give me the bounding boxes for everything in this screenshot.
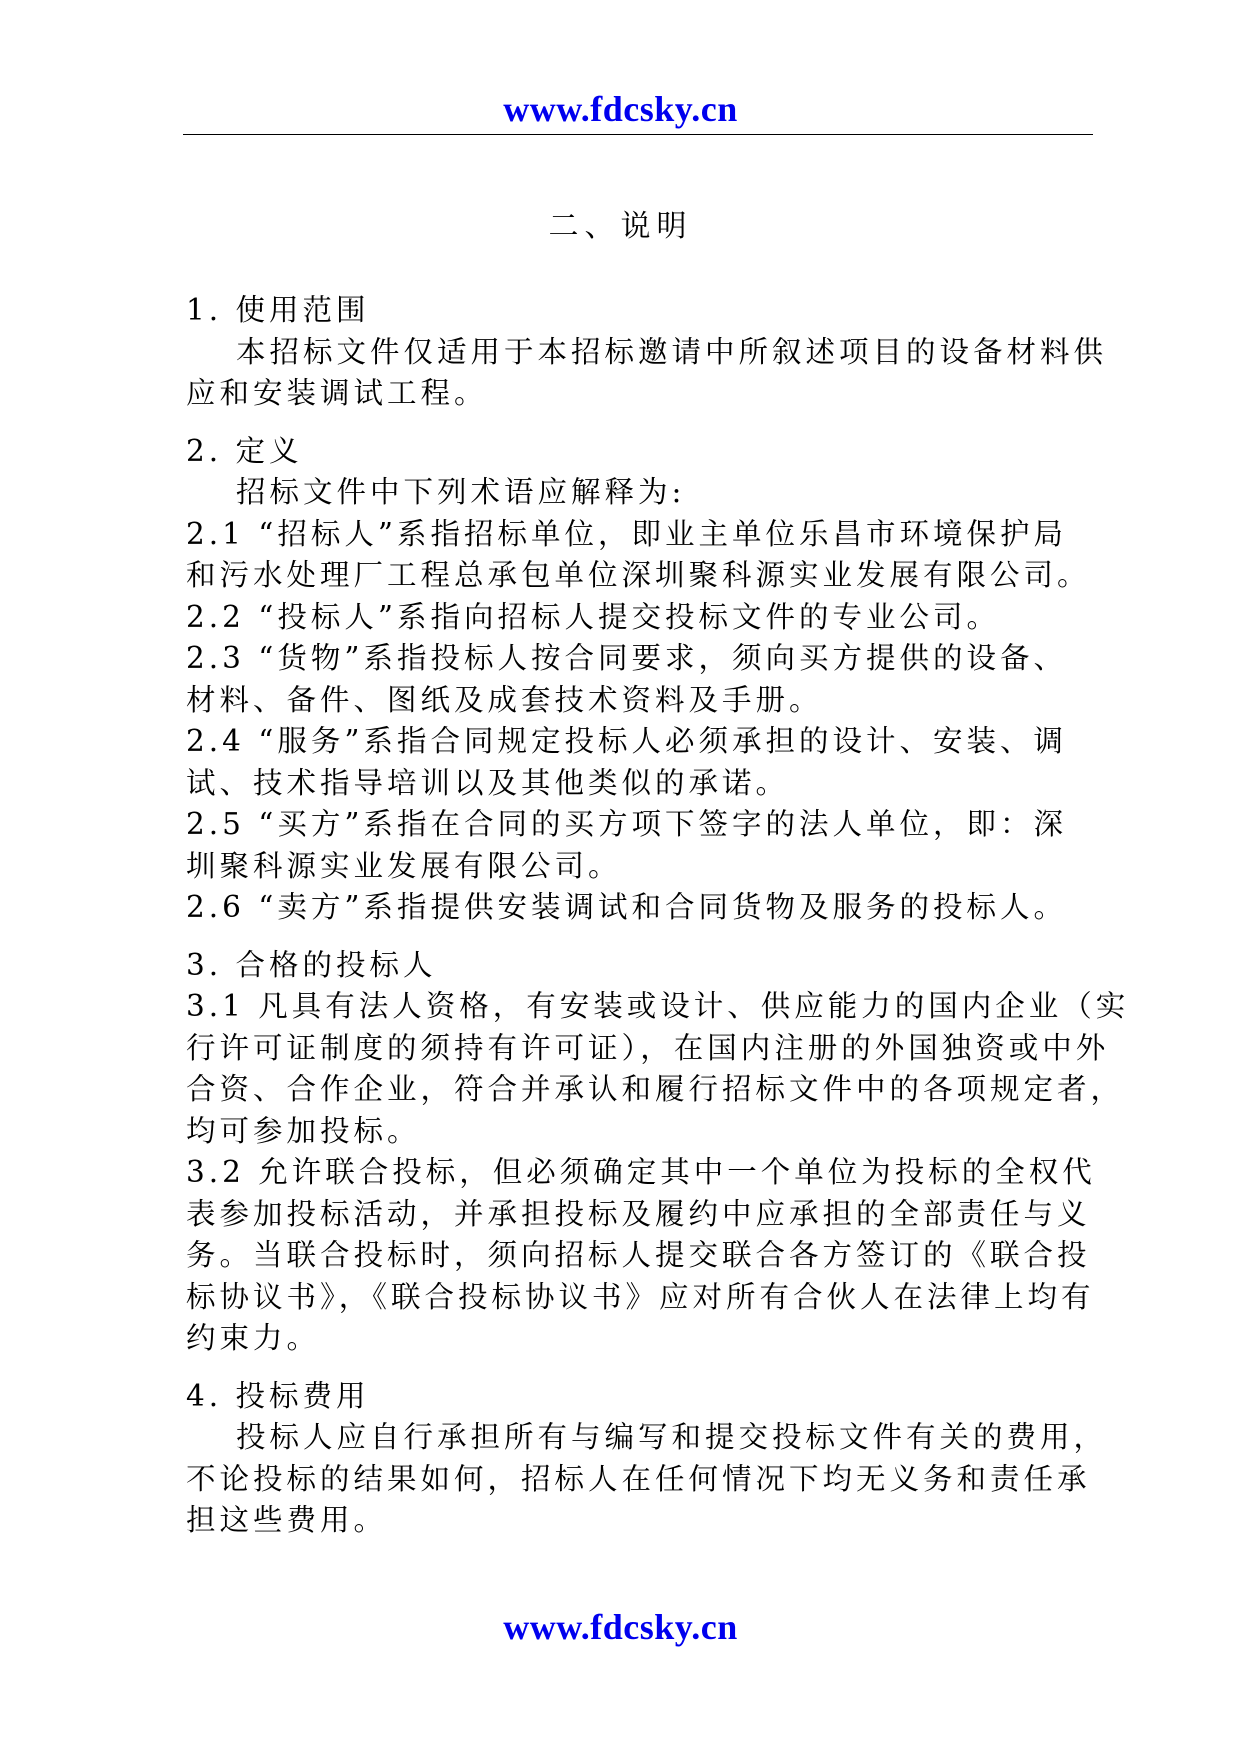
paragraph-line: 2.6 “卖方”系指提供安装调试和合同货物及服务的投标人。 <box>186 890 1067 924</box>
paragraph-line: 不论投标的结果如何，招标人在任何情况下均无义务和责任承 <box>186 1461 1091 1496</box>
paragraph-line: 圳聚科源实业发展有限公司。 <box>186 848 622 883</box>
paragraph-line: 招标文件中下列术语应解释为: <box>236 475 686 509</box>
paragraph-line: 标协议书》，《联合投标协议书》应对所有合伙人在法律上均有 <box>186 1279 1095 1314</box>
paragraph-line: 均可参加投标。 <box>186 1113 421 1148</box>
paragraph-line: 材料、备件、图纸及成套技术资料及手册。 <box>186 682 823 717</box>
header-website-url: www.fdcsky.cn <box>503 89 738 129</box>
paragraph-line: 本招标文件仅适用于本招标邀请中所叙述项目的设备材料供 <box>236 334 1108 369</box>
paragraph-line: 务。当联合投标时，须向招标人提交联合各方签订的《联合投 <box>186 1238 1091 1272</box>
document-body <box>186 290 1130 1542</box>
paragraph-line: 2.3 “货物”系指投标人按合同要求，须向买方提供的设备、 <box>186 641 1067 675</box>
paragraph-line: 约束力。 <box>186 1321 321 1355</box>
paragraph-line: 应和安装调试工程。 <box>186 376 488 410</box>
heading-qualified-bidders: 3. 合格的投标人 <box>186 947 437 982</box>
heading-usage-scope: 1. 使用范围 <box>186 293 370 327</box>
paragraph-line: 合资、合作企业，符合并承认和履行招标文件中的各项规定者， <box>186 1072 1125 1106</box>
heading-bidding-costs: 4. 投标费用 <box>186 1378 370 1413</box>
paragraph-line: 投标人应自行承担所有与编写和提交投标文件有关的费用， <box>236 1420 1108 1454</box>
header-divider <box>183 134 1093 135</box>
paragraph-line: 3.2 允许联合投标，但必须确定其中一个单位为投标的全权代 <box>186 1155 1096 1189</box>
paragraph-line: 和污水处理厂工程总承包单位深圳聚科源实业发展有限公司。 <box>186 558 1091 592</box>
paragraph-line: 试、技术指导培训以及其他类似的承诺。 <box>186 765 790 800</box>
footer-website-url: www.fdcsky.cn <box>503 1607 738 1647</box>
section-title: 二、说明 <box>548 209 693 244</box>
paragraph-line: 行许可证制度的须持有许可证），在国内注册的外国独资或中外 <box>186 1030 1110 1065</box>
paragraph-line: 2.5 “买方”系指在合同的买方项下签字的法人单位，即：深 <box>186 807 1067 841</box>
paragraph-line: 2.4 “服务”系指合同规定投标人必须承担的设计、安装、调 <box>186 724 1067 758</box>
paragraph-line: 表参加投标活动，并承担投标及履约中应承担的全部责任与义 <box>186 1196 1091 1231</box>
paragraph-line: 担这些费用。 <box>186 1503 388 1537</box>
heading-definitions: 2. 定义 <box>186 433 303 468</box>
paragraph-line: 2.1 “招标人”系指招标单位，即业主单位乐昌市环境保护局 <box>186 516 1067 551</box>
paragraph-line: 3.1 凡具有法人资格，有安装或设计、供应能力的国内企业（实 <box>186 989 1130 1023</box>
paragraph-line: 2.2 “投标人”系指向招标人提交投标文件的专业公司。 <box>186 599 1000 634</box>
